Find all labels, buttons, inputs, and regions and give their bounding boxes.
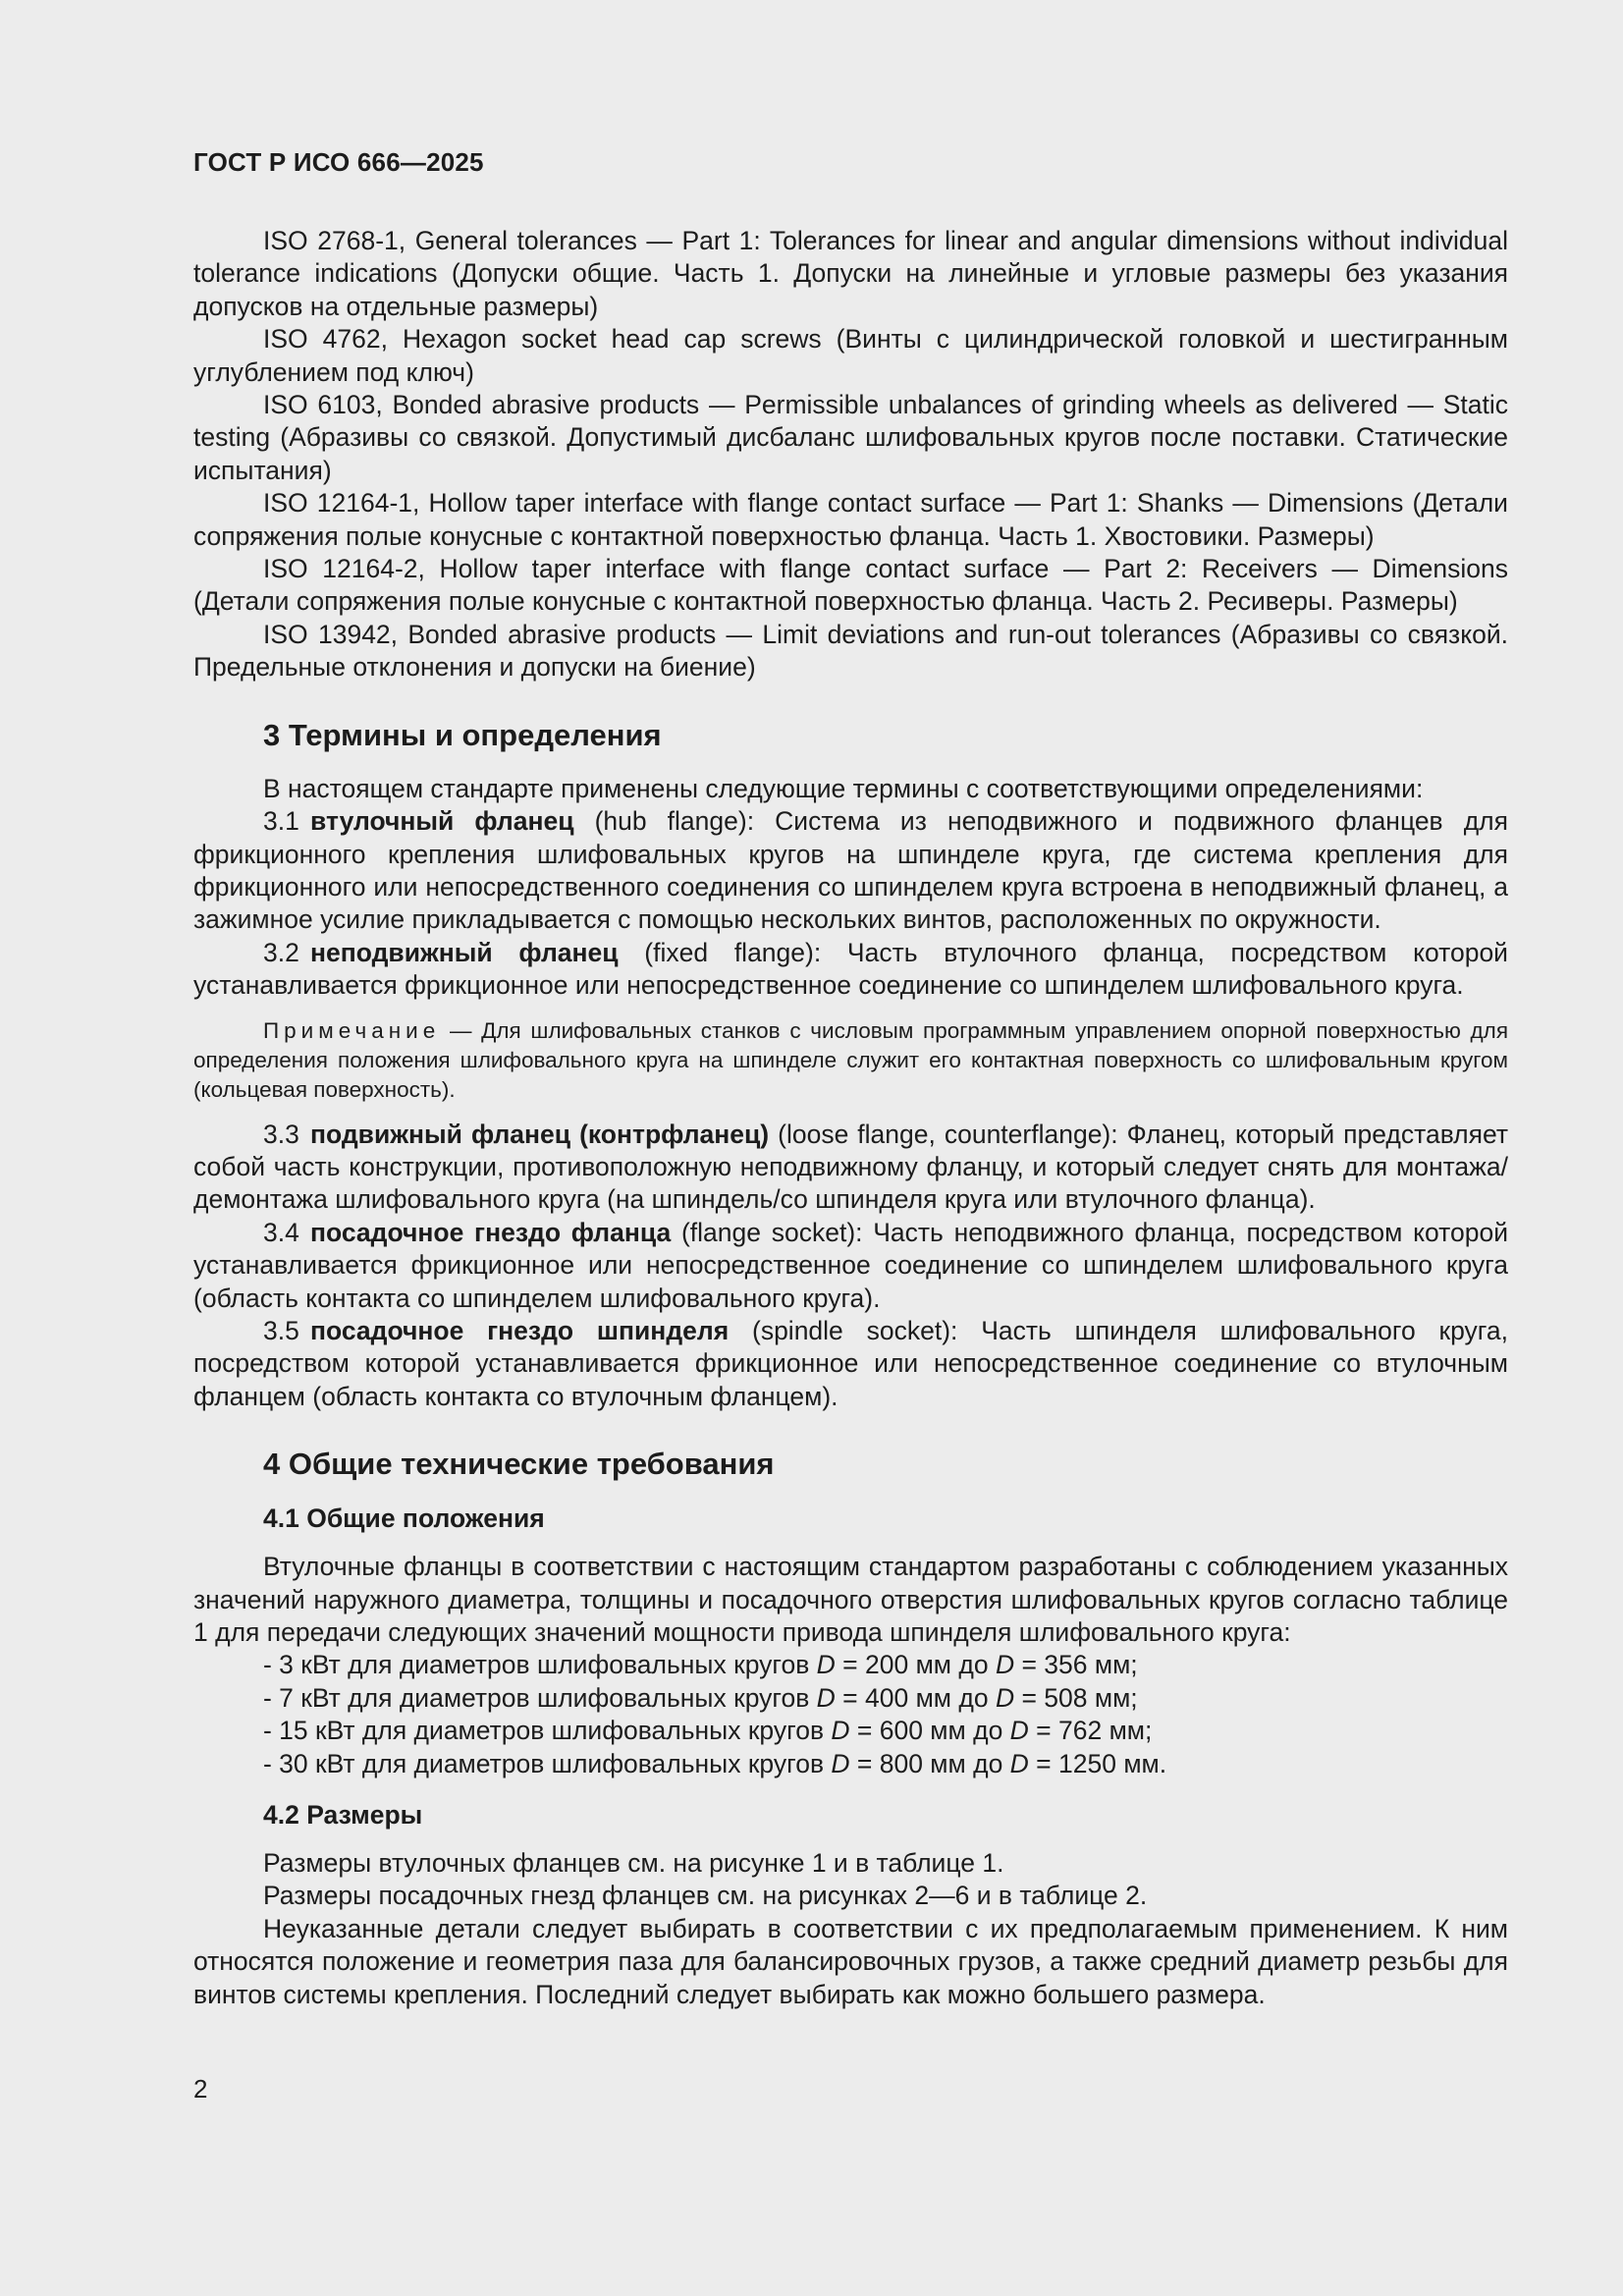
subsection-4-1-text: Втулочные фланцы в соответствии с настоящим стандартом разработаны с соблюдением указанных значений наружного диаметра, толщины и посадочного отверстия шлифовальных кругов согласно таблице 1 для передачи следующих значений мощности привода шпинделя шлифовального круга: (193, 1552, 1508, 1647)
term-definition: (spindle socket): Часть шпинделя шлифовального круга, посредством которой устанавливается фрикционное или непосредственное соединение со втулочным фланцем (область контакта со втулочным фланцем). (193, 1315, 1508, 1411)
term-definition: (hub flange): Система из неподвижного и подвижного фланцев для фрикционного крепления шлифовальных кругов на шпинделе круга, где система крепления для фрикционного или непосредственного соединения со шпинделем круга встроена в неподвижный фланец, а зажимное усилие прикладывается с помощью нескольких винтов, расположенных по окружности. (193, 806, 1508, 935)
reference-iso-12164-2: ISO 12164-2, Hollow taper interface with flange contact surface — Part 2: Receivers — Dimensions (Детали сопряжения полые конусные с контактной поверхностью фланца. Часть 2. Ресиверы. Размеры) (193, 554, 1508, 617)
term-name: посадочное гнездо фланца (310, 1217, 672, 1247)
subsection-4-2-para: Размеры втулочных фланцев см. на рисунке 1 и в таблице 1. (263, 1848, 1004, 1879)
note-label: Примечание (263, 1017, 441, 1043)
term-name: посадочное гнездо шпинделя (310, 1315, 730, 1345)
term-3-4 (193, 1217, 1508, 1315)
term-name: втулочный фланец (310, 806, 574, 837)
note (193, 1016, 1508, 1105)
section-3-title: 3 Термины и определения (263, 717, 662, 752)
term-definition: (fixed flange): Часть втулочного фланца, посредством которой устанавливается фрикционное или непосредственное соединение со шпинделем шлифовального круга. (193, 937, 1508, 1001)
term-3-1 (193, 805, 1508, 937)
term-number: 3.4 (263, 1217, 299, 1247)
term-3-3 (193, 1119, 1508, 1217)
reference-iso-12164-1: ISO 12164-1, Hollow taper interface with flange contact surface — Part 1: Shanks — Dimensions (Детали сопряжения полые конусные с контактной поверхностью фланца. Часть 1. Хвостовики. Размеры) (193, 488, 1508, 551)
subsection-4-2-para: Размеры посадочных гнезд фланцев см. на рисунках 2—6 и в таблице 2. (263, 1881, 1148, 1911)
reference-iso-6103: ISO 6103, Bonded abrasive products — Permissible unbalances of grinding wheels as delivered — Static testing (Абразивы со связкой. Допустимый дисбаланс шлифовальных кругов после поставки. Статические испытания) (193, 390, 1508, 485)
term-definition: (loose flange, counterflange): Фланец, который представляет собой часть конструкции, противоположную неподвижному фланцу, и который следует снять для монтажа/демонтажа шлифовального круга (на шпиндель/со шпинделя круга или втулочного фланца). (193, 1119, 1508, 1215)
power-list-item: - 15 кВт для диаметров шлифовальных кругов D = 600 мм до D = 762 мм; (263, 1716, 1153, 1746)
power-list-item: - 30 кВт для диаметров шлифовальных кругов D = 800 мм до D = 1250 мм. (263, 1748, 1167, 1778)
term-number: 3.1 (263, 806, 299, 837)
term-number: 3.2 (263, 937, 299, 967)
reference-iso-2768-1: ISO 2768-1, General tolerances — Part 1: Tolerances for linear and angular dimensions without individual tolerance indications (Допуски общие. Часть 1. Допуски на линейные и угловые размеры без указания допусков на отдельные размеры) (193, 226, 1508, 321)
term-3-5 (193, 1315, 1508, 1413)
term-number: 3.5 (263, 1315, 299, 1345)
document-header: ГОСТ Р ИСО 666—2025 (193, 147, 484, 177)
term-definition: (flange socket): Часть неподвижного фланца, посредством которой устанавливается фрикционное или непосредственное соединение со шпинделем шлифовального круга (область контакта со шпинделем шлифовального круга). (193, 1217, 1508, 1313)
term-3-2 (193, 937, 1508, 1003)
subsection-4-1-title: 4.1 Общие положения (263, 1503, 545, 1534)
page-content (193, 225, 1508, 2011)
reference-iso-13942: ISO 13942, Bonded abrasive products — Limit deviations and run-out tolerances (Абразивы со связкой. Предельные отклонения и допуски на биение) (193, 619, 1508, 683)
reference-iso-4762: ISO 4762, Hexagon socket head cap screws (Винты с цилиндрической головкой и шестигранным углублением под ключ) (193, 324, 1508, 387)
section-4-title: 4 Общие технические требования (263, 1447, 775, 1482)
term-name: неподвижный фланец (310, 937, 619, 967)
power-list-item: - 7 кВт для диаметров шлифовальных кругов D = 400 мм до D = 508 мм; (263, 1682, 1138, 1713)
term-name: подвижный фланец (контрфланец) (310, 1119, 770, 1149)
page-number: 2 (193, 2074, 208, 2104)
note-text: — Для шлифовальных станков с числовым программным управлением опорной поверхностью для определения положения шлифовального круга на шпинделе служит его контактная поверхность со шлифовальным кругом (кольцевая поверхность). (193, 1017, 1508, 1102)
section-3-intro: В настоящем стандарте применены следующие термины с соответствующими определениями: (263, 773, 1424, 803)
term-number: 3.3 (263, 1119, 299, 1149)
subsection-4-2-title: 4.2 Размеры (263, 1800, 423, 1831)
power-list-item: - 3 кВт для диаметров шлифовальных кругов D = 200 мм до D = 356 мм; (263, 1650, 1138, 1680)
subsection-4-2-para: Неуказанные детали следует выбирать в соответствии с их предполагаемым применением. К ним относятся положение и геометрия паза для балансировочных грузов, а также средний диаметр резьбы для винтов системы крепления. Последний следует выбирать как можно большего размера. (193, 1913, 1508, 2009)
